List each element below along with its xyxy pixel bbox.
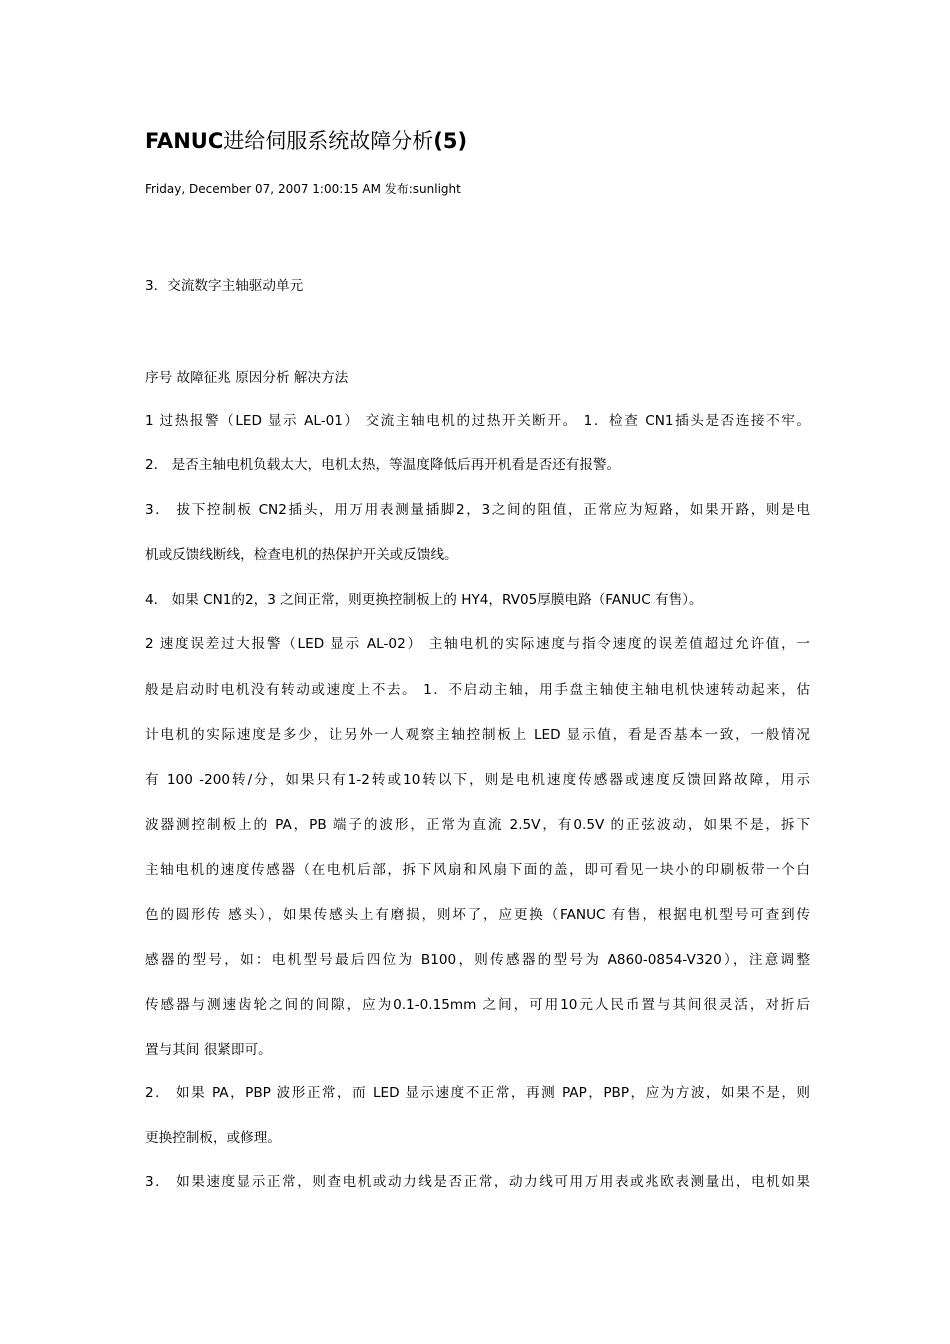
page-title: [145, 125, 467, 157]
text-line: 色的圆形传 感头），如果传感头上有磨损，则坏了，应更换（FANUC 有售，根据电机型号可查到传: [145, 907, 810, 923]
post-meta: Friday, December 07, 2007 1:00:15 AM 发布:sunlight: [145, 182, 461, 196]
text-line: 计电机的实际速度是多少，让另外一人观察主轴控制板上 LED 显示值，看是否基本一致，一般情况: [145, 727, 810, 743]
text-line: 主轴电机的速度传感器（在电机后部，拆下风扇和风扇下面的盖，即可看见一块小的印刷板带一个白: [145, 862, 810, 878]
text-line: 有 100 -200转/分，如果只有1-2转或10转以下，则是电机速度传感器或速度反馈回路故障，用示: [145, 772, 810, 788]
text-line: 传感器与测速齿轮之间的间隙，应为0.1-0.15mm 之间，可用10元人民币置与其间很灵活，对折后: [145, 997, 810, 1013]
title-brand: FANUC: [145, 129, 224, 153]
title-number: (5): [433, 129, 468, 153]
text-line: 更换控制板，或修理。: [145, 1130, 281, 1146]
text-line: 2． 是否主轴电机负载太大，电机太热，等温度降低后再开机看是否还有报警。: [145, 457, 621, 473]
text-line: 2 速度误差过大报警（LED 显示 AL-02） 主轴电机的实际速度与指令速度的误差值超过允许值，一: [145, 636, 810, 652]
text-line: 置与其间 很紧即可。: [145, 1042, 272, 1058]
table-header: 序号 故障征兆 原因分析 解决方法: [145, 370, 349, 386]
text-line: 感器的型号，如：电机型号最后四位为 B100，则传感器的型号为 A860-0854-V320），注意调整: [145, 952, 810, 968]
text-line: 4． 如果 CN1的2，3 之间正常，则更换控制板上的 HY4，RV05厚膜电路（FANUC 有售）。: [145, 592, 703, 608]
text-line: 波器测控制板上的 PA，PB 端子的波形，正常为直流 2.5V，有0.5V 的正弦波动，如果不是，拆下: [145, 817, 810, 833]
text-line: 3． 如果速度显示正常，则查电机或动力线是否正常，动力线可用万用表或兆欧表测量出，电机如果: [145, 1174, 810, 1190]
text-line: 1 过热报警（LED 显示 AL-01） 交流主轴电机的过热开关断开。 1．检查 CN1插头是否连接不牢。: [145, 413, 810, 429]
text-line: 3． 拔下控制板 CN2插头，用万用表测量插脚2，3之间的阻值，正常应为短路，如果开路，则是电: [145, 502, 810, 518]
title-text: 进给伺服系统故障分析: [223, 129, 434, 153]
text-line: 般是启动时电机没有转动或速度上不去。 1．不启动主轴，用手盘主轴使主轴电机快速转动起来，估: [145, 682, 810, 698]
section-heading: 3．交流数字主轴驱动单元: [145, 278, 304, 294]
text-line: 机或反馈线断线，检查电机的热保护开关或反馈线。: [145, 547, 458, 563]
text-line: 2． 如果 PA，PBP 波形正常，而 LED 显示速度不正常，再测 PAP，PBP，应为方波，如果不是，则: [145, 1085, 810, 1101]
